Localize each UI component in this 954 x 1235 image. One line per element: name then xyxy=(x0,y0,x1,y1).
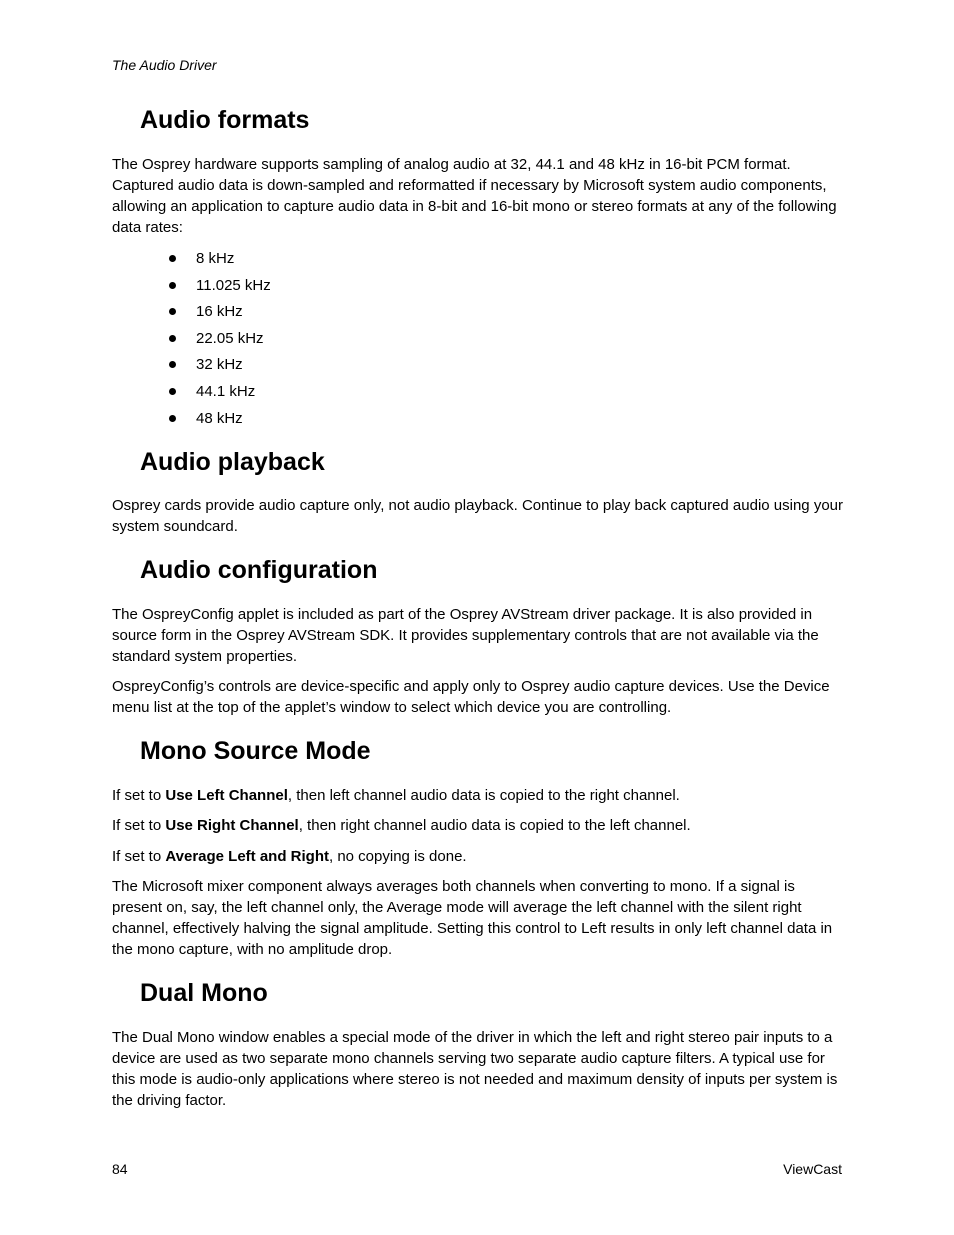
list-item: 11.025 kHz xyxy=(112,275,712,302)
list-item: 22.05 kHz xyxy=(112,328,712,355)
dual-mono-paragraph: The Dual Mono window enables a special mode of the driver in which the left and right stereo pair inputs to a device are used as two separate mono channels serving two separate audio capture filters. A typical use for this mode is audio-only applications where stereo is not needed and maximum density of inputs per system is the driving factor. xyxy=(112,1029,838,1109)
footer-brand: ViewCast xyxy=(783,1161,842,1177)
heading-audio-formats: Audio formats xyxy=(140,106,310,134)
mono-mixer-paragraph: The Microsoft mixer component always averages both channels when converting to mono. If a signal is present on, say, the left channel only, the Average mode will average the left channel with the silent right channel, effectively halving the signal amplitude. Setting this control to Left results in only left channel data in the mono capture, with no amplitude drop. xyxy=(112,878,833,958)
list-item: 32 kHz xyxy=(112,354,712,381)
heading-audio-configuration: Audio configuration xyxy=(140,556,378,584)
audio-configuration-paragraph-2: OspreyConfig’s controls are device-specific and apply only to Osprey audio capture devices. Use the Device menu list at the top of the applet’s window to select which device you are controlling. xyxy=(112,678,830,716)
mono-option-average: If set to Average Left and Right, no copying is done. xyxy=(112,848,467,865)
running-header: The Audio Driver xyxy=(112,57,217,73)
heading-mono-source-mode: Mono Source Mode xyxy=(140,737,371,765)
heading-dual-mono: Dual Mono xyxy=(140,979,268,1007)
mono-option-right: If set to Use Right Channel, then right channel audio data is copied to the left channel. xyxy=(112,817,691,834)
list-item: 48 kHz xyxy=(112,408,712,435)
mono-option-left: If set to Use Left Channel, then left channel audio data is copied to the right channel. xyxy=(112,787,680,804)
audio-playback-paragraph: Osprey cards provide audio capture only, not audio playback. Continue to play back captured audio using your system soundcard. xyxy=(112,497,844,535)
list-item: 44.1 kHz xyxy=(112,381,712,408)
data-rate-list xyxy=(112,248,712,434)
list-item: 8 kHz xyxy=(112,248,712,275)
audio-configuration-paragraph-1: The OspreyConfig applet is included as part of the Osprey AVStream driver package. It is also provided in source form in the Osprey AVStream SDK. It provides supplementary controls that are not available via the standard system properties. xyxy=(112,606,819,665)
page-number: 84 xyxy=(112,1161,128,1177)
list-item: 16 kHz xyxy=(112,301,712,328)
audio-formats-paragraph: The Osprey hardware supports sampling of analog audio at 32, 44.1 and 48 kHz in 16-bit PCM format. Captured audio data is down-sampled and reformatted if necessary by Microsoft system audio components, allowing an application to capture audio data in 8-bit and 16-bit mono or stereo formats at any of the following data rates: xyxy=(112,156,837,236)
heading-audio-playback: Audio playback xyxy=(140,448,325,476)
